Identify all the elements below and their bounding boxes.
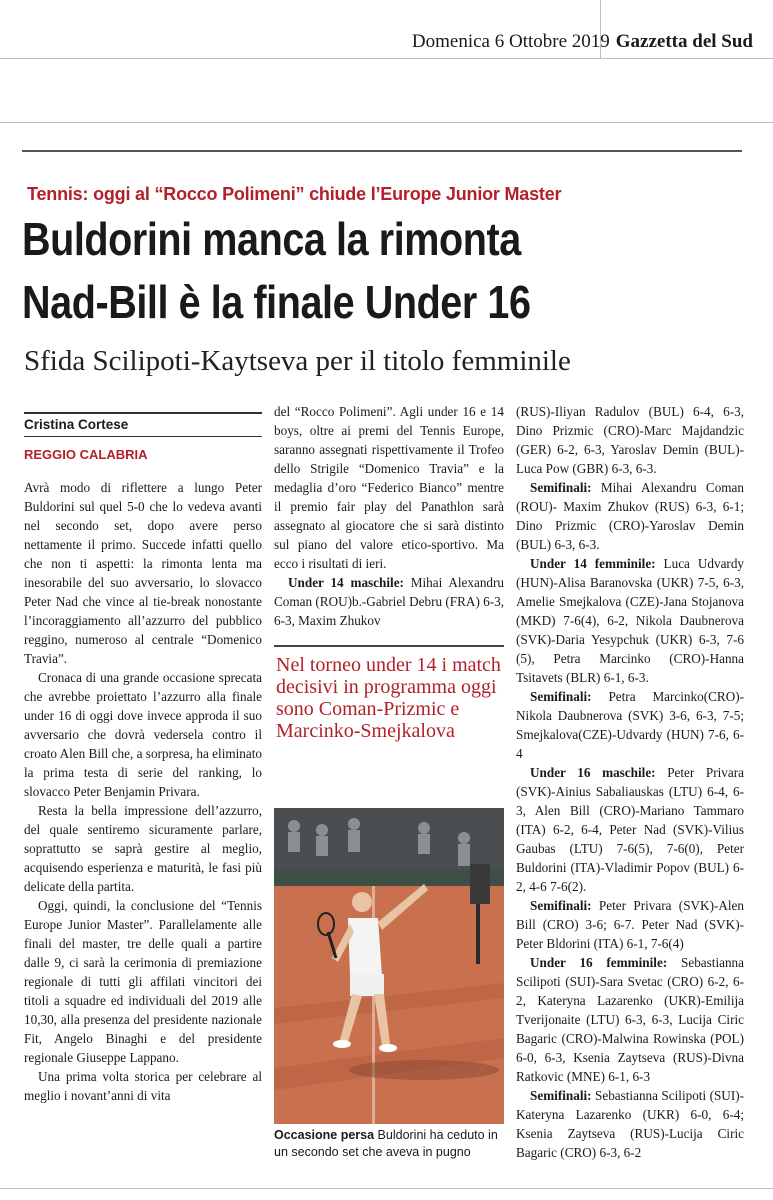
results-text: Sebastianna Scilipoti (SUI)-Kateryna Lazarenko (UKR) 6-0, 6-4; Ksenia Zaytseva (RUS)-Lucija Ciric Bagaric (CRO) 6-3, 6-2: [516, 1088, 745, 1160]
article-column-2: [274, 402, 504, 630]
byline-author: Cristina Cortese: [24, 412, 262, 432]
caption-text: Buldorini ha ceduto in un secondo set che aveva in pugno: [274, 1128, 498, 1159]
newspaper-name: Gazzetta del Sud: [615, 31, 753, 52]
top-header-line: [0, 58, 773, 59]
results-label: Semifinali:: [530, 898, 592, 913]
results-label: Under 14 maschile:: [288, 575, 404, 590]
paragraph: (RUS)-Iliyan Radulov (BUL) 6-4, 6-3, Dino Prizmic (CRO)-Marc Majdandzic (GER) 6-2, 6-3, Yaroslav Demin (BUL)-Luca Pow (GBR) 6-3, 6-3.: [516, 404, 744, 476]
results-label: Semifinali:: [530, 689, 592, 704]
photo-caption: [274, 1127, 506, 1161]
results-label: Under 16 maschile:: [530, 765, 656, 780]
results-under16-boys: [516, 763, 744, 896]
bottom-line: [0, 1188, 773, 1189]
paragraph: Resta la bella impressione dell’azzurro, del quale sentiremo sicuramente parlare, soprattutto se saprà gestire al meglio, acquisendo esperienza e maturità, le fasi più delicate della partita.: [24, 803, 262, 894]
results-under16-girls: [516, 953, 744, 1086]
callout-rule: [274, 645, 504, 647]
results-semifinals-u16-boys: [516, 896, 744, 953]
byline-location: REGGIO CALABRIA: [24, 447, 148, 462]
results-text: Peter Privara (SVK)-Alen Bill (CRO) 3-6; 6-7. Peter Nad (SVK)-Peter Bldorini (ITA) 6-1, 7-6(4): [516, 898, 744, 951]
paragraph: Una prima volta storica per celebrare al meglio i novant’anni di vita: [24, 1069, 262, 1103]
results-text: Mihai Alexandru Coman (ROU)b.-Gabriel Debru (FRA) 6-3, 6-3, Maxim Zhukov: [274, 575, 505, 628]
results-text: Petra Marcinko(CRO)-Nikola Daubnerova (SVK) 3-6, 6-3, 7-5; Smejkalova(CZE)-Udvardy (HUN) 7-6, 6-4: [516, 689, 745, 761]
tennis-photo: [274, 808, 504, 1124]
results-label: Semifinali:: [530, 1088, 592, 1103]
article-kicker: Tennis: oggi al “Rocco Polimeni” chiude l’Europe Junior Master: [27, 184, 562, 204]
paragraph: Oggi, quindi, la conclusione del “Tennis Europe Junior Master”. Parallelamente alle finali del master, tre delle quali a partire dalle 9, ci sarà la cerimonia di premiazione regionale di tutti gli affilati vincitori dei titoli a squadre ed individuali del 2019 alle 10,30, alla presenza del presidente nazionale Fit, Angelo Binaghi e del presidente regionale Giuseppe Lappano.: [24, 898, 262, 1065]
issue-date: Domenica 6 Ottobre 2019: [411, 31, 610, 52]
byline-rule: [24, 436, 262, 437]
header-dateline: [412, 31, 753, 53]
results-text: Luca Udvardy (HUN)-Alisa Baranovska (UKR) 7-5, 6-3, Amelie Smejkalova (CZE)-Jana Stojanova (MKD) 7-6(4), 6-2, Nikola Daubnerova (SVK)-Daria Yesypchuk (UKR) 6-3, 7-6 (5), Petra Marcinko (CRO)-Hanna Tsitavets (BLR) 6-1, 6-3.: [516, 556, 745, 685]
headline-line-1: Buldorini manca la rimonta: [22, 213, 521, 265]
article-subhead: Sfida Scilipoti-Kaytseva per il titolo femminile: [24, 345, 571, 377]
results-semifinals-u14-girls: [516, 687, 744, 763]
paragraph: del “Rocco Polimeni”. Agli under 16 e 14 boys, oltre ai premi del Tennis Europe, saranno assegnati rispettivamente il Trofeo dello Strigile “Domenico Travia” e la medaglia d’oro “Federico Bianco” mentre il premio fair play del Panathlon sarà assegnato al giocatore che si sarà distinto sul piano del valore etico-sportivo. Ma ecco i risultati di ieri.: [274, 404, 504, 571]
results-semifinals-u14-boys: [516, 478, 744, 554]
caption-title: Occasione persa: [274, 1128, 375, 1142]
results-text: Mihai Alexandru Coman (ROU)- Maxim Zhukov (RUS) 6-3, 6-1; Dino Prizmic (CRO)-Yaroslav Demin (BUL) 6-3, 6-3.: [516, 480, 745, 552]
paragraph: Cronaca di una grande occasione sprecata che avrebbe proiettato l’azzurro alla finale under 16 di oggi dove invece approda il suo avversario che dovrà vedersela contro il croato Alen Bill che, a sorpresa, ha eliminato la prima testa di serie del ranking, lo slovacco Peter Benjamin Privara.: [24, 670, 262, 799]
results-label: Semifinali:: [530, 480, 592, 495]
results-label: Under 14 femminile:: [530, 556, 656, 571]
results-semifinals-u16-girls: [516, 1086, 744, 1162]
headline-line-2: Nad-Bill è la finale Under 16: [22, 276, 531, 328]
pull-quote: Nel torneo under 14 i match decisivi in programma oggi sono Coman-Prizmic e Marcinko-Smejkalova: [276, 654, 501, 742]
article-column-3: [516, 402, 744, 1162]
results-under14-girls: [516, 554, 744, 687]
results-label: Under 16 femminile:: [530, 955, 668, 970]
article-column-1: [24, 478, 262, 1105]
results-under14-boys: [274, 573, 504, 630]
results-text: Sebastianna Scilipoti (SUI)-Sara Svetac (CRO) 6-2, 6-2, Kateryna Lazarenko (UKR)-Emilija Tverijonaite (LTU) 6-3, 6-3, Lucija Ciric Bagaric (CRO)-Malwina Rowinska (POL) 6-0, 6-3, Ksenia Zaytseva (RUS)-Divna Ratkovic (MNE) 6-1, 6-3: [516, 955, 745, 1084]
paragraph: Avrà modo di riflettere a lungo Peter Buldorini sul quel 5-0 che lo vedeva avanti nel secondo set, dopo avere perso nettamente il primo. Succede infatti quello che non ti aspetti: la rimonta lenta ma inesorabile del suo avversario, lo slovacco Peter Nad che vince al tie-break nonostante l’incoraggiamento all’azzurro del pubblico reggino, numeroso al centrale “Domenico Travia”.: [24, 480, 262, 666]
section-line: [0, 122, 773, 123]
article-top-rule: [22, 150, 742, 152]
results-text: Peter Privara (SVK)-Ainius Sabaliauskas (LTU) 6-4, 6-3, Alen Bill (CRO)-Mariano Tammaro (ITA) 6-2, 6-4, Peter Nad (SVK)-Vilius Gaubas (LTU) 7-6(5), 7-6(0), Peter Buldorini (ITA)-Vladimir Popov (BUL) 6-2, 4-6 7-6(2).: [516, 765, 744, 894]
